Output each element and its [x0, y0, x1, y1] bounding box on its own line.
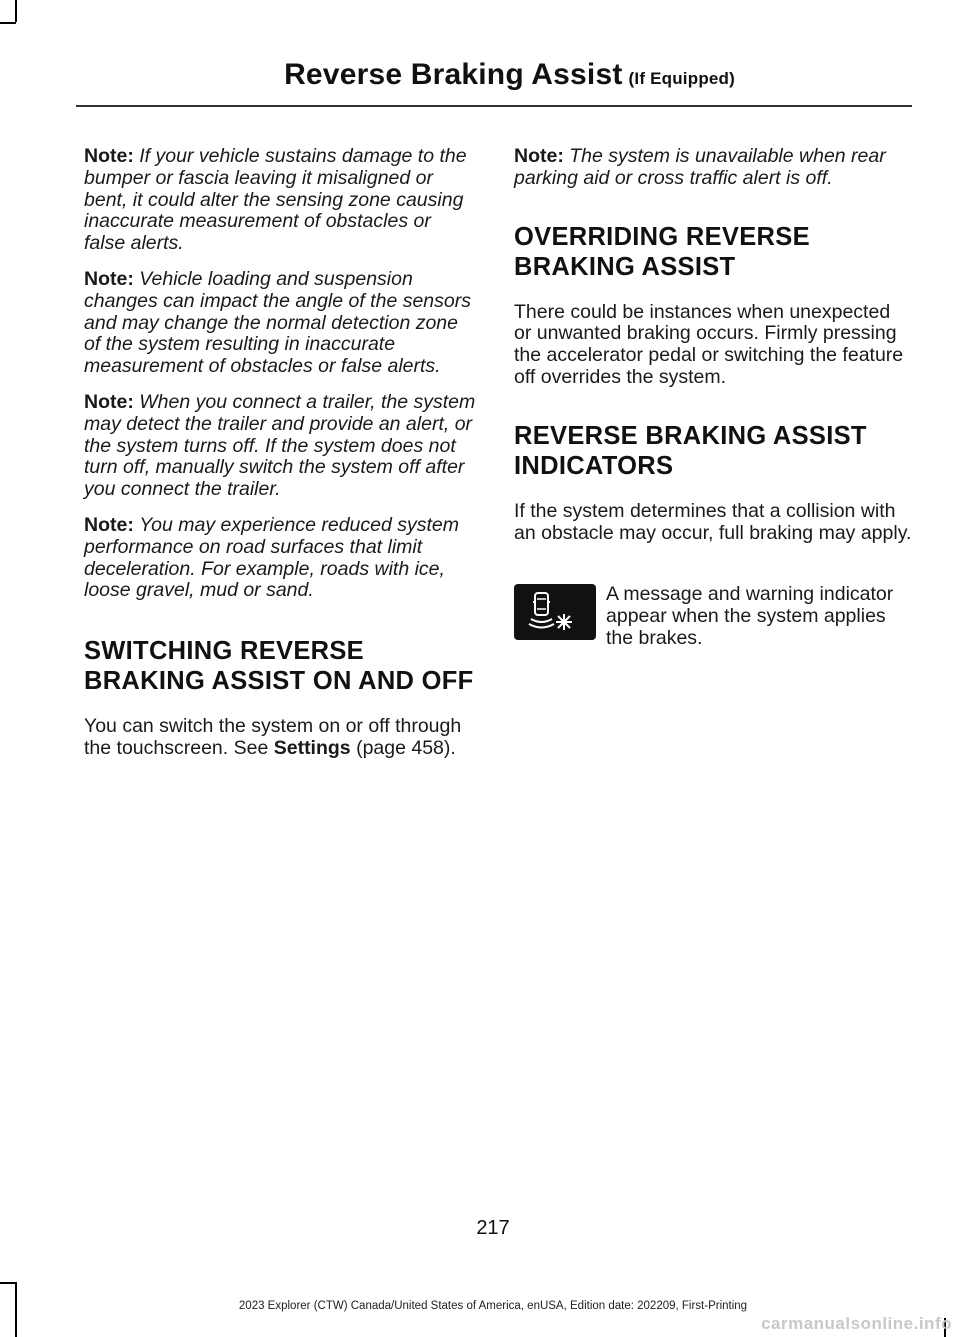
switching-text: You can switch the system on or off through the touchscreen. See Settings (page 458).	[84, 715, 462, 759]
reverse-brake-assist-warning-icon	[514, 584, 596, 640]
overriding-text: There could be instances when unexpected or unwanted braking occurs. Firmly pressing the accelerator pedal or switching the feature off overrides the system.	[514, 300, 904, 388]
section-heading-switching: SWITCHING REVERSE BRAKING ASSIST ON AND OFF	[84, 637, 474, 696]
crop-mark-bottom-left-h	[0, 1282, 16, 1284]
footer-edition: 2023 Explorer (CTW) Canada/United States of America, enUSA, Edition date: 202209, First-Printing	[238, 1300, 748, 1312]
settings-link[interactable]: Settings	[273, 736, 351, 759]
note-system-unavailable: Note: The system is unavailable when rear parking aid or cross traffic alert is off.	[514, 145, 886, 189]
indicators-text: If the system determines that a collision with an obstacle may occur, full braking may apply.	[514, 499, 912, 544]
indicator-caption: A message and warning indicator appear when the system applies the brakes.	[606, 583, 894, 649]
watermark: carmanualsonline.info	[761, 1314, 952, 1333]
note-damage: Note: If your vehicle sustains damage to the bumper or fascia leaving it misaligned or bent, it could alter the sensing zone causing inaccurate measurement of obstacles or false alerts.	[84, 145, 467, 255]
section-heading-overriding: OVERRIDING REVERSE BRAKING ASSIST	[514, 222, 810, 281]
crop-mark-top-left	[15, 0, 17, 22]
header-divider	[76, 105, 912, 107]
page-title-subtitle: (If Equipped)	[628, 69, 735, 88]
section-heading-indicators: REVERSE BRAKING ASSIST INDICATORS	[514, 421, 867, 480]
page-title	[284, 58, 735, 92]
note-vehicle-loading: Note: Vehicle loading and suspension changes can impact the angle of the sensors and may change the normal detection zone of the system resulting in inaccurate measurement of obstacles or false alerts.	[84, 267, 471, 378]
crop-mark-top-left-h	[0, 22, 16, 24]
page-number: 217	[476, 1217, 510, 1239]
note-road-surfaces: Note: You may experience reduced system performance on road surfaces that limit deceleration. For example, roads with ice, loose gravel, mud or sand.	[84, 513, 460, 602]
page-title-main: Reverse Braking Assist	[284, 58, 623, 91]
note-trailer: Note: When you connect a trailer, the system may detect the trailer and provide an alert, or the system turns off. If the system does not turn off, manually switch the system off after you connect the trailer.	[84, 390, 476, 501]
right-column	[514, 146, 912, 558]
left-column	[84, 146, 476, 774]
